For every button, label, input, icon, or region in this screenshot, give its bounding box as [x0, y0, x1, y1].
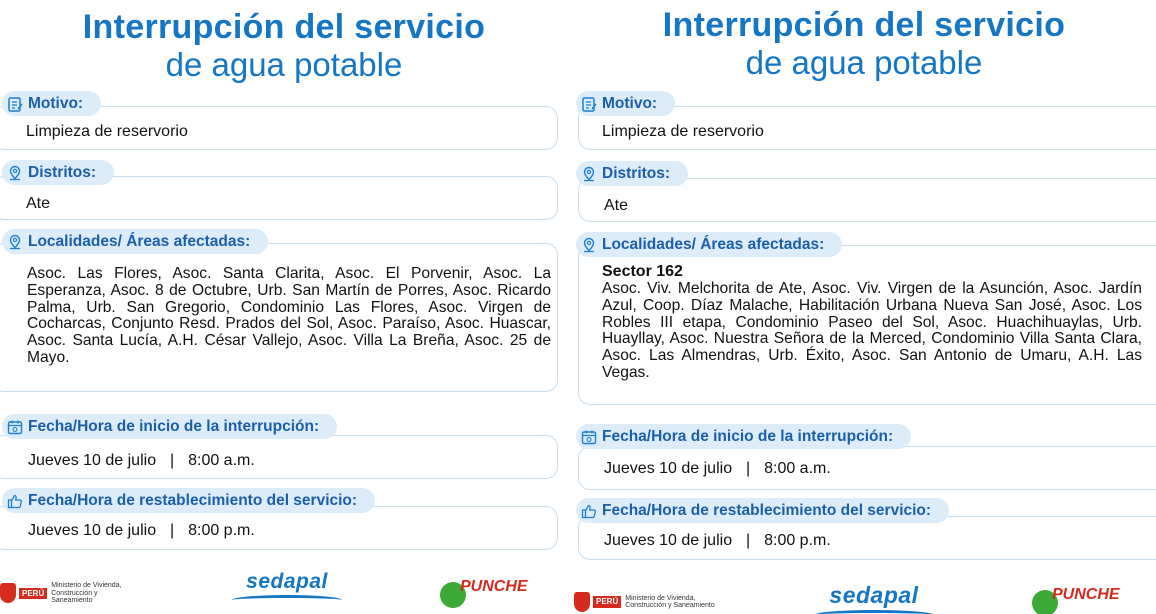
calendar-icon: [6, 418, 24, 436]
ponle-punche-logo: [438, 572, 528, 612]
location-pin-icon: [580, 165, 598, 183]
location-pin-icon: [6, 233, 24, 251]
thumbs-up-icon: [580, 502, 598, 520]
peru-tag: PERÚ: [19, 588, 47, 600]
restablecimiento-value: [28, 522, 255, 540]
inicio-day: Jueves 10 de julio: [28, 452, 157, 469]
distritos-value: Ate: [26, 195, 51, 212]
ministerio-text: Ministerio de Vivienda, Construcción y Saneamiento: [51, 582, 122, 604]
sector-heading: Sector 162: [602, 263, 683, 280]
inicio-value: [604, 460, 831, 478]
motivo-value: Limpieza de reservorio: [26, 123, 188, 140]
sedapal-wordmark: sedapal: [829, 582, 919, 608]
right-notice-panel: [572, 0, 1156, 614]
localidades-label-pill: [2, 229, 268, 254]
peru-shield-icon: [0, 583, 16, 603]
restablecimiento-day: Jueves 10 de julio: [28, 522, 157, 539]
sedapal-logo: [814, 582, 934, 614]
inicio-label-pill: [576, 424, 911, 449]
restablecimiento-time: 8:00 p.m.: [764, 532, 831, 549]
calendar-icon: [580, 428, 598, 446]
title-line-2: de agua potable: [165, 46, 403, 83]
inicio-separator: |: [746, 460, 751, 477]
restablecimiento-label-pill: [576, 498, 949, 523]
restablecimiento-label: Fecha/Hora de restablecimiento del servicio:: [28, 491, 358, 509]
ponle-punche-logo: [1030, 580, 1120, 614]
water-wave-icon: [232, 595, 342, 605]
location-pin-icon: [6, 164, 24, 182]
motivo-label: Motivo:: [602, 94, 658, 112]
inicio-label-pill: [2, 414, 337, 439]
inicio-label: Fecha/Hora de inicio de la interrupción:: [28, 417, 320, 435]
motivo-label-pill: [576, 91, 675, 116]
restablecimiento-separator: |: [170, 522, 175, 539]
ministerio-logo: [0, 582, 133, 605]
sedapal-logo: [232, 570, 342, 605]
restablecimiento-label-pill: [2, 488, 375, 513]
inicio-time: 8:00 a.m.: [188, 452, 255, 469]
restablecimiento-label: Fecha/Hora de restablecimiento del servicio:: [602, 501, 932, 519]
distritos-value: Ate: [604, 197, 629, 214]
title-line-1: Interrupción del servicio: [662, 6, 1066, 44]
localidades-label: Localidades/ Áreas afectadas:: [28, 232, 251, 250]
left-notice-panel: [0, 0, 568, 614]
restablecimiento-time: 8:00 p.m.: [188, 522, 255, 539]
localidades-label: Localidades/ Áreas afectadas:: [602, 235, 825, 253]
punche-wordmark: PUNCHE: [1052, 586, 1120, 603]
peru-tag: PERÚ: [593, 596, 621, 608]
location-pin-icon: [580, 236, 598, 254]
restablecimiento-value: [604, 532, 831, 550]
inicio-separator: |: [170, 452, 175, 469]
localidades-value: Asoc. Las Flores, Asoc. Santa Clarita, Asoc. El Porvenir, Asoc. La Esperanza, Asoc. 8 de Octubre, Urb. San Martín de Porres, Asoc. Ricardo Palma, Urb. San Gregorio, Condominio Las Flores, Asoc. Virgen de Cocharcas, Conjunto Resd. Prados del Sol, Asoc. Paraíso, Asoc. Huascar, Asoc. Santa Lucía, A.H. César Vallejo, Asoc. Villa La Breña, Asoc. 25 de Mayo.: [27, 265, 551, 366]
notepad-icon: [580, 95, 598, 113]
ministerio-logo: [574, 592, 717, 612]
localidades-value: Asoc. Viv. Melchorita de Ate, Asoc. Viv. Virgen de la Asunción, Asoc. Jardín Azul, Coop. Díaz Malache, Habilitación Urbana Nueva San José, Asoc. Los Robles III etapa, Condominio Paseo del Sol, Asoc. Huachihuaylas, Urb. Huayllay, Asoc. Nuestra Señora de la Merced, Condominio Villa Santa Clara, Asoc. Las Almendras, Urb. Éxito, Asoc. San Antonio de Umaru, A.H. Las Vegas.: [602, 280, 1142, 381]
sedapal-wordmark: sedapal: [246, 570, 328, 593]
motivo-label: Motivo:: [28, 94, 84, 112]
distritos-label-pill: [576, 161, 688, 186]
restablecimiento-day: Jueves 10 de julio: [604, 532, 733, 549]
inicio-label: Fecha/Hora de inicio de la interrupción:: [602, 427, 894, 445]
peru-shield-icon: [574, 592, 590, 612]
inicio-value: [28, 452, 255, 470]
punche-wordmark: PUNCHE: [460, 578, 528, 595]
notepad-icon: [6, 95, 24, 113]
title-line-2: de agua potable: [745, 44, 983, 81]
motivo-value: Limpieza de reservorio: [602, 123, 764, 140]
thumbs-up-icon: [6, 492, 24, 510]
ministerio-text: Ministerio de Vivienda, Construcción y Saneamiento: [625, 594, 715, 609]
motivo-label-pill: [2, 91, 101, 116]
water-wave-icon: [814, 610, 934, 614]
inicio-time: 8:00 a.m.: [764, 460, 831, 477]
localidades-label-pill: [576, 232, 842, 257]
inicio-day: Jueves 10 de julio: [604, 460, 733, 477]
restablecimiento-separator: |: [746, 532, 751, 549]
distritos-label: Distritos:: [602, 164, 671, 182]
distritos-label: Distritos:: [28, 163, 97, 181]
title-line-1: Interrupción del servicio: [82, 8, 486, 46]
distritos-label-pill: [2, 160, 114, 185]
